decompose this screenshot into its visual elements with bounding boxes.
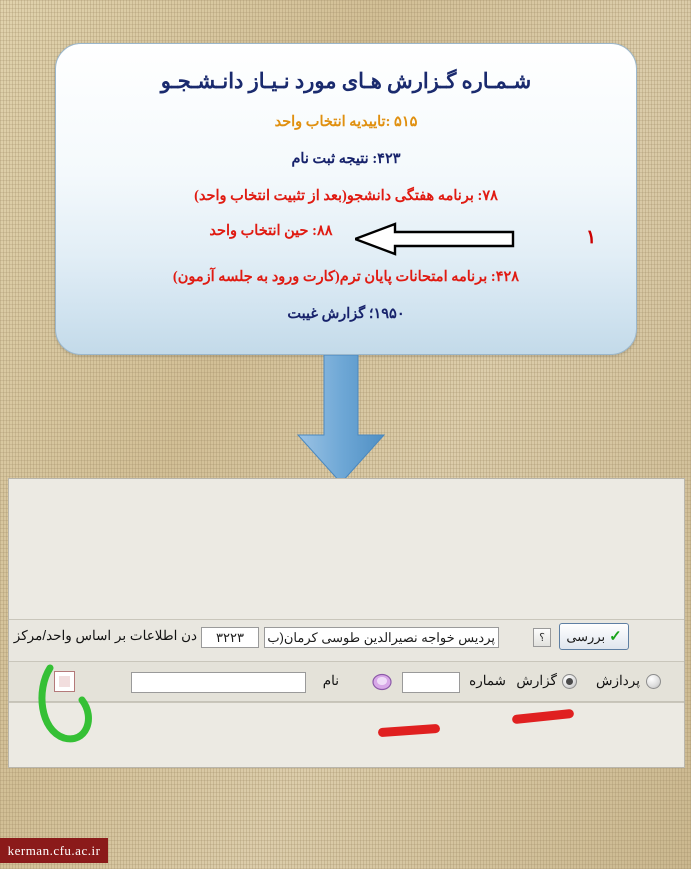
left-pointing-arrow-icon [355,222,515,256]
report-line-515: ۵۱۵ :تاییدیه انتخاب واحد [274,114,418,130]
check-button[interactable] [559,623,629,650]
report-line-78: ۷۸: برنامه هفتگی دانشجو(بعد از تثبیت انتخاب واحد) [194,188,498,204]
radio-pardazesh-label: پردازش [596,673,640,688]
lookup-icon[interactable] [370,670,394,694]
annotation-green-check [38,660,100,750]
radio-pardazesh[interactable] [646,674,661,689]
report-line-1950: ۱۹۵۰؛ گزارش غیبت [287,306,405,322]
report-name-label: نام [322,673,339,688]
student-report-form-panel [8,478,685,768]
reports-info-panel [55,43,637,355]
report-number-input[interactable] [402,672,460,693]
down-arrow-icon [296,355,386,485]
help-icon-center[interactable]: ؟ [533,628,551,647]
center-filter-label: دن اطلاعات بر اساس واحد/مرکز [13,628,197,643]
report-name-input[interactable] [131,672,306,693]
form-row-report [9,661,684,703]
report-number-label: شماره [469,673,506,688]
report-line-423: ۴۲۳: نتیجه ثبت نام [291,151,401,167]
check-tick-icon: ✓ [609,628,622,645]
radio-gozaresh-label: گزارش [516,673,557,688]
radio-gozaresh[interactable] [562,674,577,689]
page-title: شـمـاره گـزارش هـای مورد نـیـاز دانـشـجـو [160,69,532,93]
annotation-marker-1: ۱ [586,227,597,248]
report-line-428: ۴۲۸: برنامه امتحانات پایان ترم(کارت ورود به جلسه آزمون) [172,269,520,285]
form-divider [9,701,684,702]
report-line-88-row [56,223,636,249]
site-watermark: kerman.cfu.ac.ir [0,838,108,863]
center-name-input[interactable]: پردیس خواجه نصیرالدین طوسی کرمان(ب [264,627,499,648]
center-code-input[interactable]: ۳۲۲۳ [201,627,259,648]
check-button-label: بررسی [566,628,606,644]
report-line-88: ۸۸: حین انتخاب واحد [209,223,333,239]
